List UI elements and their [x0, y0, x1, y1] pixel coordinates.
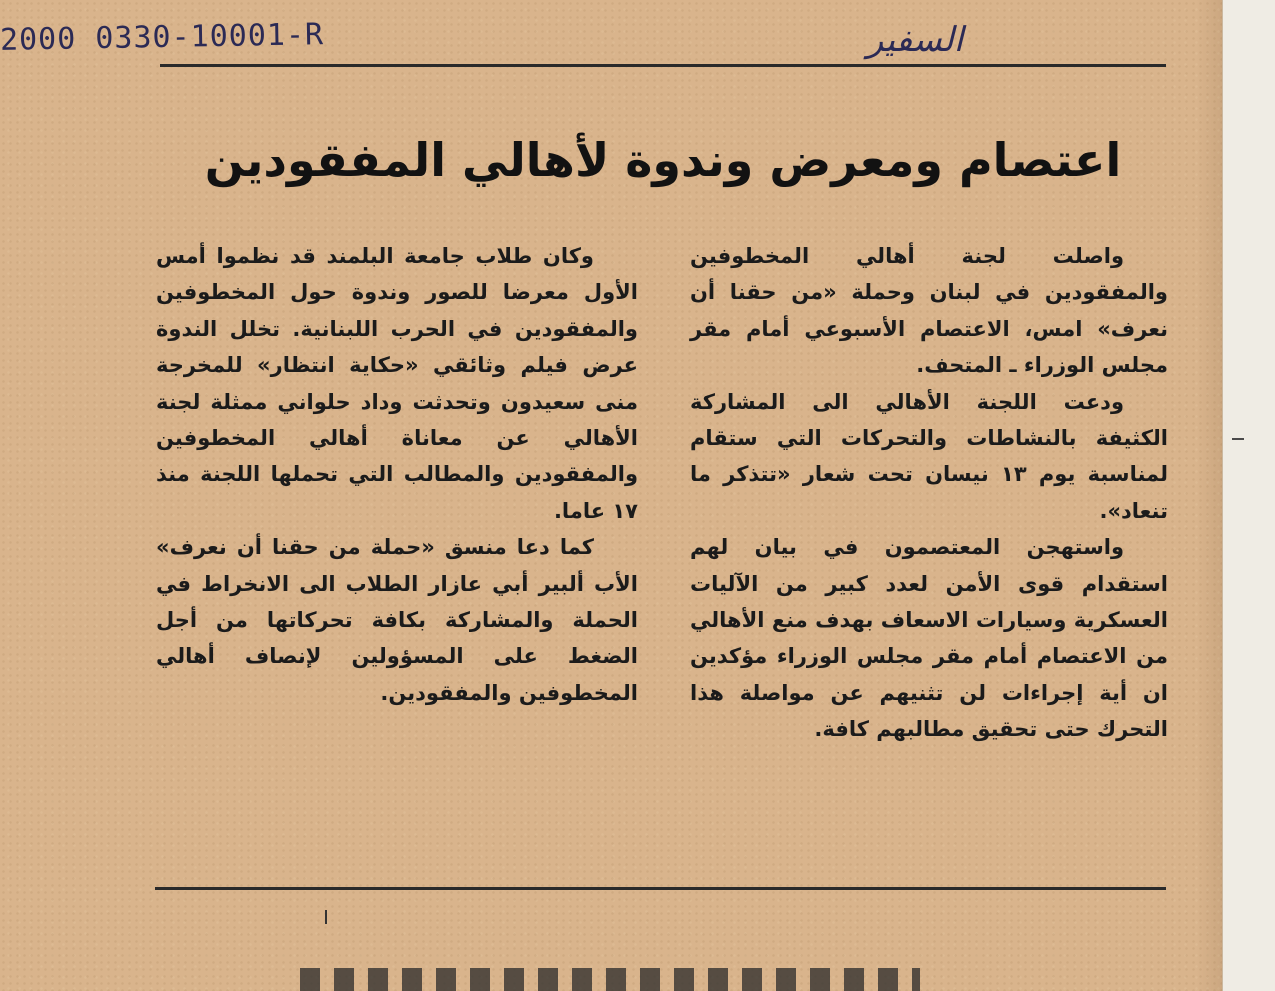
header-divider: [160, 64, 1166, 67]
print-mark: [325, 910, 327, 924]
paragraph: ودعت اللجنة الأهالي الى المشاركة الكثيفة بالنشاطات والتحركات التي ستقام لمناسبة يوم ١٣ نيسان تحت شعار «تتذكر ما تنعاد».: [690, 389, 1168, 523]
cut-off-text-fragment: [300, 968, 920, 991]
archive-reference-code: 2000 0330-10001-R: [0, 17, 325, 58]
edge-mark: [1232, 438, 1244, 440]
newspaper-source-handwritten: السفير: [866, 20, 964, 60]
paragraph: واصلت لجنة أهالي المخطوفين والمفقودين في لبنان وحملة «من حقنا أن نعرف» امس، الاعتصام الأسبوعي أمام مقر مجلس الوزراء ـ المتحف.: [690, 244, 1168, 378]
paragraph: واستهجن المعتصمون في بيان لهم استقدام قوى الأمن لعدد كبير من الآليات العسكرية وسيارات الاسعاف بهدف منع الأهالي من الاعتصام أمام مقر مجلس الوزراء مؤكدين ان أية إجراءات لن تثنيهم عن مواصلة هذا التحرك حتى تحقيق مطالبهم كافة.: [690, 535, 1168, 742]
article-headline: اعتصام ومعرض وندوة لأهالي المفقودين: [204, 133, 1122, 187]
footer-divider: [155, 887, 1166, 890]
paragraph: وكان طلاب جامعة البلمند قد نظموا أمس الأول معرضا للصور وندوة حول المخطوفين والمفقودين في الحرب اللبنانية. تخلل الندوة عرض فيلم وثائقي «حكاية انتظار» للمخرجة منى سعيدون وتحدثت وداد حلواني ممثلة لجنة الأهالي عن معاناة أهالي المخطوفين والمفقودين والمطالب التي تحملها اللجنة منذ ١٧ عاما.: [156, 244, 638, 523]
article-column-right: [690, 238, 1168, 748]
scanner-background: [1222, 0, 1275, 991]
article-column-left: [156, 238, 638, 711]
paragraph: كما دعا منسق «حملة من حقنا أن نعرف» الأب ألبير أبي عازار الطلاب الى الانخراط في الحملة والمشاركة بكافة تحركاتها من أجل الضغط على المسؤولين لإنصاف أهالي المخطوفين والمفقودين.: [156, 535, 638, 705]
